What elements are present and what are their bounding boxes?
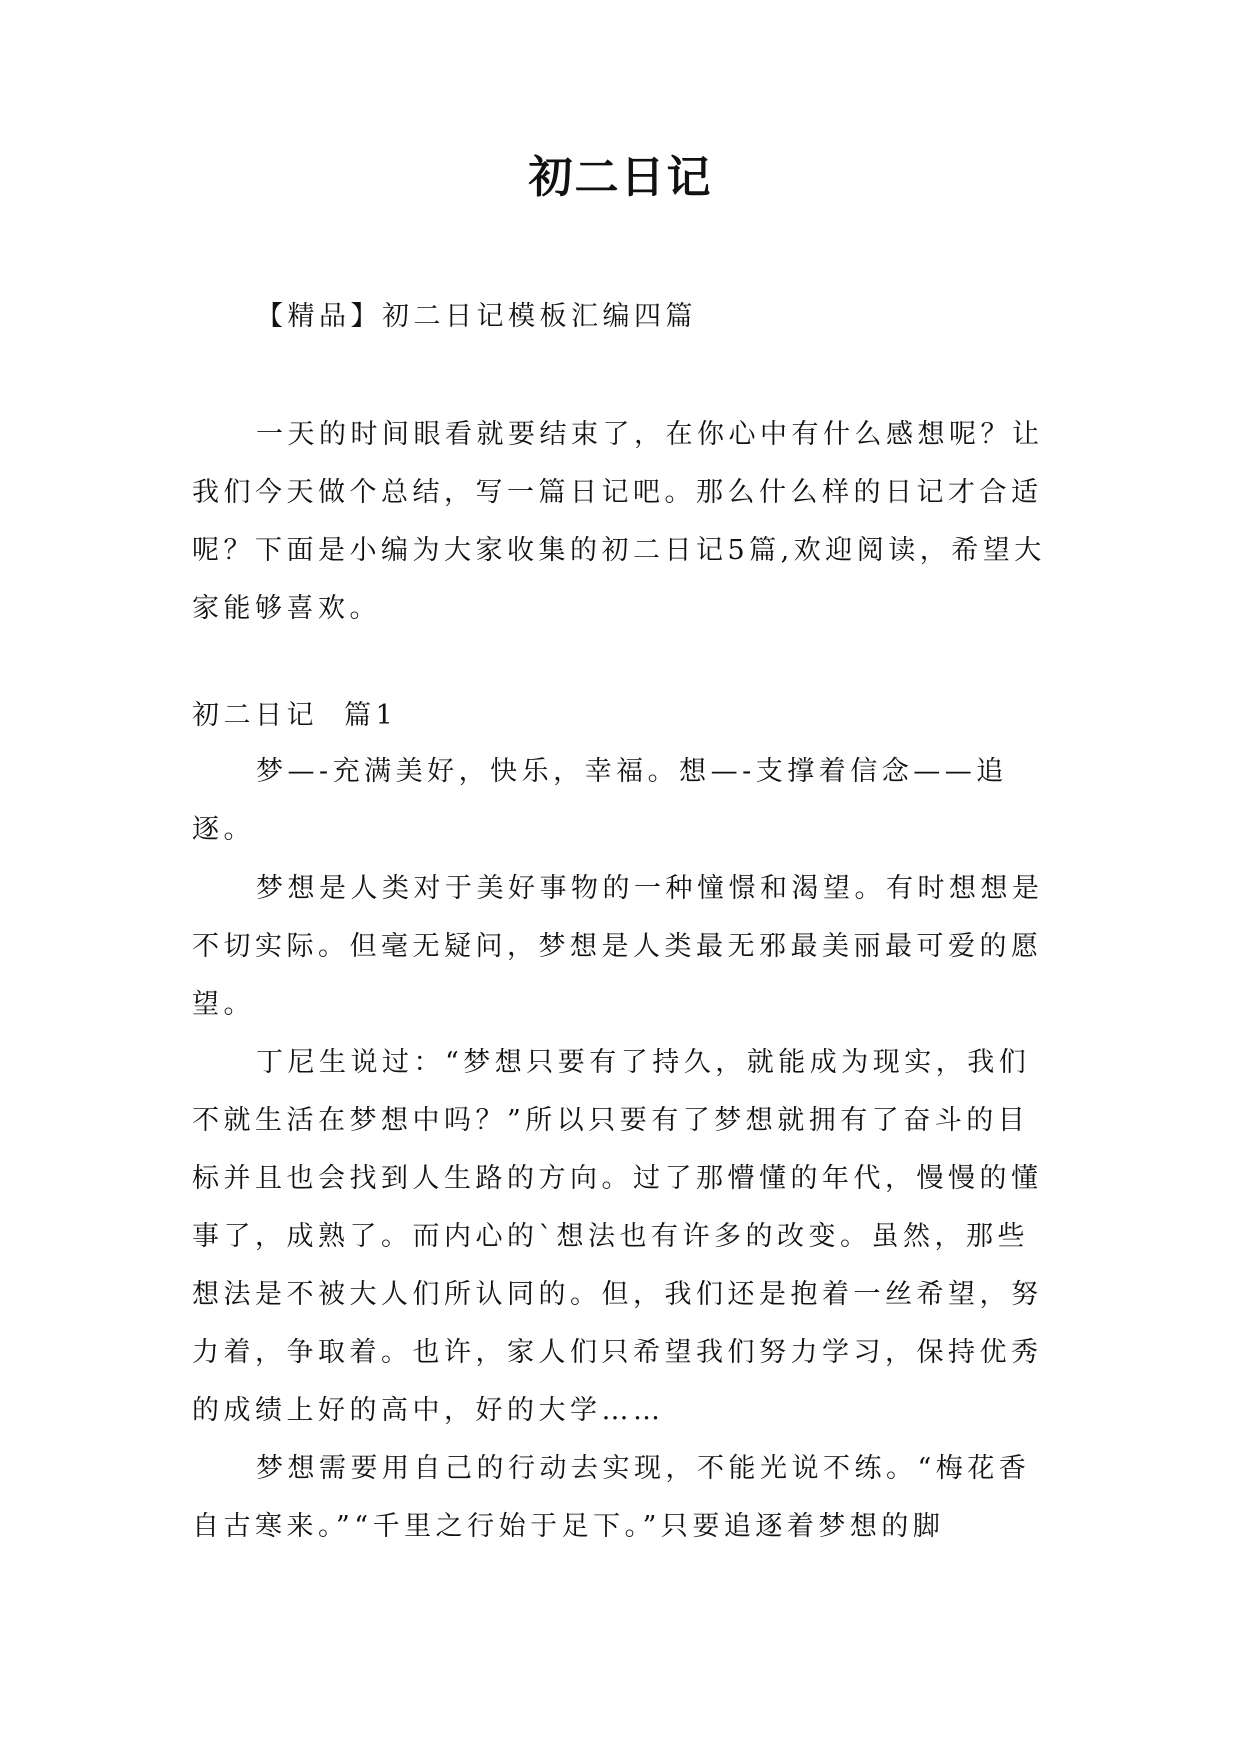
body-paragraph: 梦—-充满美好，快乐，幸福。想—-支撑着信念——追逐。 [192,756,1008,845]
body-paragraph: 丁尼生说过：“梦想只要有了持久，就能成为现实，我们不就生活在梦想中吗？”所以只要有了梦想就拥有了奋斗的目标并且也会找到人生路的方向。过了那懵懂的年代，慢慢的懂事了，成熟了。而内心的`想法也有许多的改变。虽然，那些想法是不被大人们所认同的。但，我们还是抱着一丝希望，努力着，争取着。也许，家人们只希望我们努力学习，保持优秀的成绩上好的高中，好的大学…… [192,1047,1043,1426]
section-heading: 初二日记 篇1 [192,700,398,731]
intro-paragraph: 一天的时间眼看就要结束了，在你心中有什么感想呢？让我们今天做个总结，写一篇日记吧。那么什么样的日记才合适呢？下面是小编为大家收集的初二日记5篇,欢迎阅读，希望大家能够喜欢。 [192,419,1046,624]
body-paragraph: 梦想需要用自己的行动去实现，不能光说不练。“梅花香自古寒来。”“千里之行始于足下。”只要追逐着梦想的脚 [192,1453,1031,1542]
subtitle: 【精品】初二日记模板汇编四篇 [256,301,697,332]
body-paragraph: 梦想是人类对于美好事物的一种憧憬和渴望。有时想想是不切实际。但毫无疑问，梦想是人类最无邪最美丽最可爱的愿望。 [192,873,1044,1020]
page-title: 初二日记 [528,152,713,203]
